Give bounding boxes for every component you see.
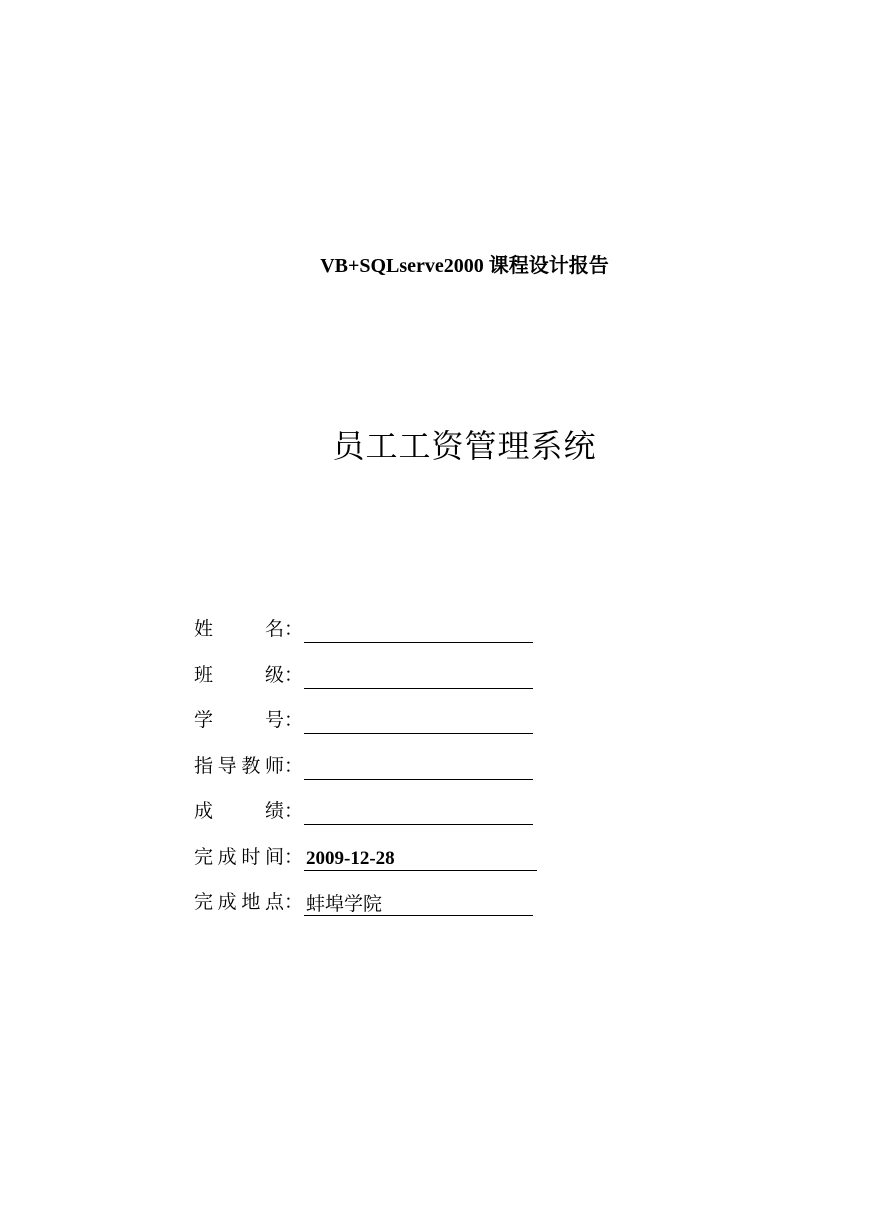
completion-date-value: 2009-12-28 [306,847,395,869]
field-label-char: 姓 [194,618,214,640]
field-colon: ： [284,845,304,868]
document-title: 员工工资管理系统 [332,427,597,465]
field-label-char: 完 [194,845,214,868]
class-input-line[interactable] [304,662,533,689]
field-label-advisor-text [194,751,284,781]
field-label-char: 号 [264,709,284,731]
field-label-class-text [194,660,284,690]
field-row-advisor [194,751,554,797]
completion-place-value: 蚌埠学院 [306,893,383,915]
field-row-grade [194,796,554,842]
field-label-char: 点 [264,891,284,913]
field-label-char: 完 [194,891,214,913]
field-row-completion-date [194,842,554,888]
field-label-char: 导 [217,754,237,777]
field-colon: ： [284,618,304,640]
field-colon: ： [284,800,304,822]
field-row-class [194,660,554,706]
field-label-completion-place-text [194,887,284,917]
field-colon: ： [284,663,304,686]
field-label-name-text [194,614,284,644]
cover-info-fields [194,614,554,933]
field-label-char: 指 [194,754,214,777]
completion-date-input-line[interactable] [304,844,537,871]
field-row-completion-place [194,887,554,933]
completion-place-input-line[interactable] [304,889,533,916]
field-label-char: 学 [194,709,214,731]
field-label-char: 师 [264,754,284,777]
advisor-input-line[interactable] [304,753,533,780]
field-label-char: 成 [217,845,237,868]
field-label-completion-date-text [194,842,284,872]
name-input-line[interactable] [304,616,533,643]
field-row-student-id [194,705,554,751]
field-label-grade-text [194,796,284,826]
field-label-char: 成 [217,891,237,913]
field-label-char: 教 [241,754,261,777]
student-id-input-line[interactable] [304,707,533,734]
grade-input-line[interactable] [304,798,533,825]
field-label-char: 绩 [264,800,284,822]
report-subtitle: VB+SQLserve2000 课程设计报告 [320,255,609,277]
field-label-char: 成 [194,800,214,822]
field-label-char: 时 [241,845,261,868]
field-label-char: 名 [264,618,284,640]
field-label-char: 地 [241,891,261,913]
field-label-student-id-text [194,705,284,735]
field-colon: ： [284,754,304,777]
field-label-char: 级 [264,663,284,686]
field-label-char: 间 [264,845,284,868]
field-label-char: 班 [194,663,214,686]
field-colon: ： [284,891,304,913]
field-row-name [194,614,554,660]
field-colon: ： [284,709,304,731]
